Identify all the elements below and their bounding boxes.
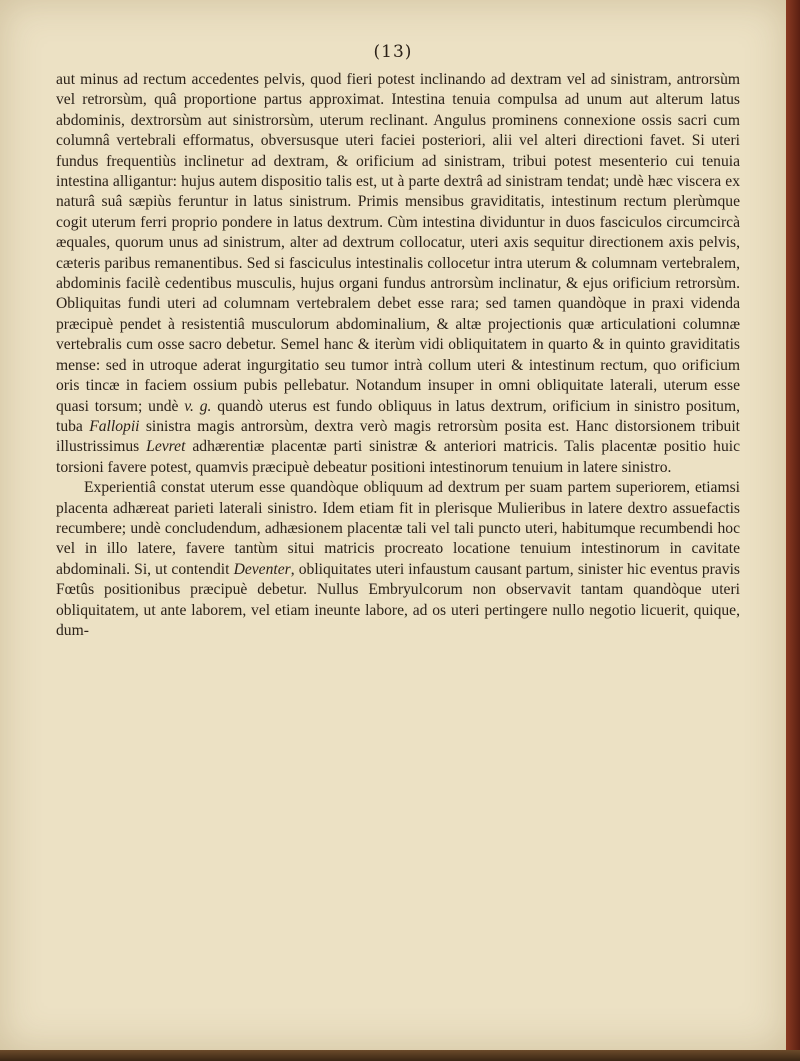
text-segment: sinistra magis antrorsùm, dextra verò magis retrorsùm posita est. Hanc distorsionem tribuit illustrissimus [56, 417, 741, 456]
book-edge-bottom [0, 1050, 800, 1061]
text-segment: quandò uterus est fundo obliquus in latus dextrum, orificium in sinistro positum, tuba [56, 397, 740, 435]
text-segment: aut minus ad rectum accedentes pelvis, quod fieri potest inclinando ad dextram vel ad sinistram, antrorsùm vel retrorsùm, quâ proportione partus approximat. Intestina tenuia compulsa ad unum aut alterum latus abdominis, dextrorsùm aut sinistrorsùm, uterum reclinant. Angulus prominens connexione ossis sacri cum columnâ vertebrali efformatus, obversusque uteri faciei posteriori, alii vel alteri directioni favet. Si uteri fundus frequentiùs inclinetur ad dextram, & orificium ad sinistram, tribui potest mesenterio cui tenuia intestina alligantur: hujus autem dispositio talis est, ut à parte dextrâ ad sinistram tendat; undè hæc viscera ex naturâ suâ sæpiùs feruntur in latus sinistrum. Primis mensibus graviditatis, intestinum rectum plerùmque cogit uterum ferri proprio pondere in latus dextrum. Cùm intestina dividuntur in duos fasciculos circumcircà æquales, quorum unus ad sinistrum, alter ad dextrum collocatur, uteri axis sequitur directionem axis pelvis, cæteris paribus remanentibus. Sed si fasciculus intestinalis collocetur intra uterum & columnam vertebralem, abdominis facilè cedentibus musculis, hujus organi fundus antrorsùm inclinatur, & ejus orificium retrorsùm. Obliquitas fundi uteri ad columnam vertebralem debet esse rara; sed tamen quandòque in praxi videnda præcipuè pendet à resistentiâ musculorum abdominalium, & altæ projectionis quæ articulationi columnæ vertebralis cum osse sacro debetur. Semel hanc & iterùm vidi obliquitatem in quarto & in quinto graviditatis mense: sed in utroque aderat ingurgitatio seu tumor intrà collum uteri & intestinum rectum, quo orificium oris tincæ in faciem ossium pubis pellebatur. Notandum insuper in omni obliquitate laterali, uterum esse quasi torsum; undè [56, 71, 740, 415]
text-segment-italic: Fallopii [89, 417, 140, 435]
text-segment-italic: v. g. [184, 397, 212, 415]
text-segment: Experientiâ constat uterum esse quandòque obliquum ad dextrum per suam partem superiorem, etiamsi placenta adhæreat parieti laterali sinistro. Idem etiam fit in plerisque Mulieribus in latere dextro assuefactis recumbere; undè concludendum, adhæsionem placentæ tali vel tali puncto uteri, habitumque recumbendi hoc vel in illo latere, favere tantùm situi matricis procreato locatione tenuium intestinorum in cavitate abdominali. Si, ut contendit [56, 479, 740, 578]
text-segment: adhærentiæ placentæ parti sinistræ & anteriori matricis. Talis placentæ positio huic torsioni favere potest, quamvis præcipuè debeatur positioni intestinorum tenuium in latere sinistro. [56, 438, 740, 476]
body-text [56, 70, 740, 641]
book-edge-right [786, 0, 800, 1061]
text-segment-italic: Deventer [233, 560, 291, 578]
page-number: (13) [373, 42, 413, 62]
paragraph-2 [56, 478, 740, 641]
text-segment-italic: Levret [146, 438, 186, 456]
text-segment: , obliquitates uteri infaustum causant partum, sinister hic eventus pravis Fœtûs positionibus præcipuè debetur. Nullus Embryulcorum non observavit tantam quandòque uteri obliquitatem, ut ante laborem, vel etiam ineunte labore, ad os uteri pertingere nullo negotio licuerit, quique, dum- [56, 560, 740, 639]
paragraph-1 [56, 70, 740, 478]
